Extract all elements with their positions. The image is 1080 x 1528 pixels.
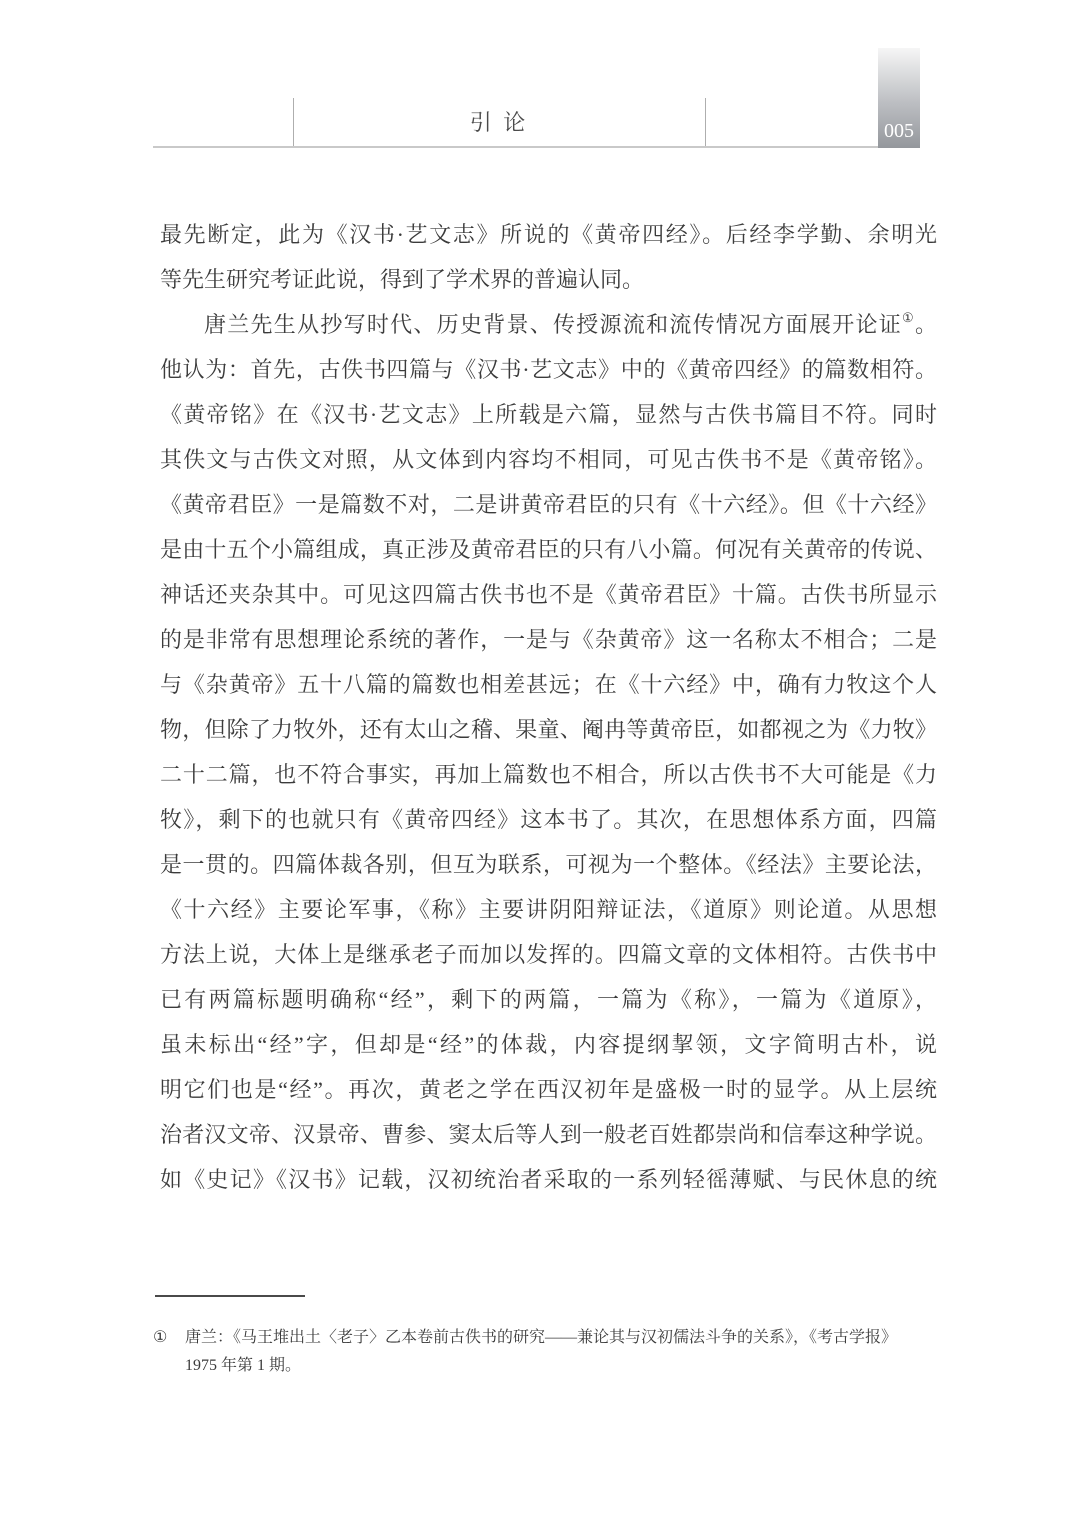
body-text-line: 如《史记》《汉书》记载，汉初统治者采取的一系列轻徭薄赋、与民休息的统 — [160, 1167, 937, 1192]
body-text-line: 《黄帝铭》在《汉书·艺文志》上所载是六篇，显然与古佚书篇目不符。同时 — [160, 402, 937, 427]
body-text-line: 牧》，剩下的也就只有《黄帝四经》这本书了。其次，在思想体系方面，四篇 — [160, 807, 937, 832]
body-text-line: 明它们也是“经”。再次，黄老之学在西汉初年是盛极一时的显学。从上层统 — [160, 1077, 937, 1102]
body-text-line: 等先生研究考证此说，得到了学术界的普遍认同。 — [160, 267, 645, 292]
footnote-text — [185, 1324, 937, 1380]
body-text-line: 是由十五个小篇组成，真正涉及黄帝君臣的只有八小篇。何况有关黄帝的传说、 — [160, 537, 937, 562]
page-number: 005 — [884, 120, 914, 142]
footnote-separator-rule — [155, 1295, 305, 1297]
body-text-line: 的是非常有思想理论系统的著作，一是与《杂黄帝》这一名称太不相合；二是 — [160, 627, 937, 652]
body-text-line: 方法上说，大体上是继承老子而加以发挥的。四篇文章的文体相符。古佚书中 — [160, 942, 937, 967]
body-text-line: 已有两篇标题明确称“经”，剩下的两篇，一篇为《称》，一篇为《道原》， — [160, 987, 937, 1012]
body-text-line: 《十六经》主要论军事，《称》主要讲阴阳辩证法，《道原》则论道。从思想 — [160, 897, 937, 922]
body-text-line: 《黄帝君臣》一是篇数不对，二是讲黄帝君臣的只有《十六经》。但《十六经》 — [160, 492, 937, 517]
header-tick-right — [705, 98, 706, 148]
body-text-block — [160, 212, 937, 1202]
body-text-line: 神话还夹杂其中。可见这四篇古佚书也不是《黄帝君臣》十篇。古佚书所显示 — [160, 582, 937, 607]
body-text-line: 二十二篇，也不符合事实，再加上篇数也不相合，所以古佚书不大可能是《力 — [160, 762, 937, 787]
body-text-line: 治者汉文帝、汉景帝、曹参、窦太后等人到一般老百姓都崇尚和信奉这种学说。 — [160, 1122, 937, 1147]
body-text-line: 是一贯的。四篇体裁各别，但互为联系，可视为一个整体。《经法》主要论法， — [160, 852, 937, 877]
footnote-marker: ① — [153, 1329, 168, 1346]
page-number-box — [878, 48, 920, 148]
body-text-line: 与《杂黄帝》五十八篇的篇数也相差甚远；在《十六经》中，确有力牧这个人 — [160, 672, 937, 697]
header-rule — [153, 146, 878, 148]
body-text-line: 物，但除了力牧外，还有太山之稽、果童、阉冉等黄帝臣，如都视之为《力牧》 — [160, 717, 937, 742]
body-text-line: 唐兰先生从抄写时代、历史背景、传授源流和流传情况方面展开论证①。 — [204, 310, 937, 337]
running-head-title: 引 论 — [469, 110, 529, 135]
body-text-line: 其佚文与古佚文对照，从文体到内容均不相同，可见古佚书不是《黄帝铭》。 — [160, 447, 937, 472]
footnote-item — [153, 1324, 937, 1380]
footnote-line: 唐兰：《马王堆出土〈老子〉乙本卷前古佚书的研究——兼论其与汉初儒法斗争的关系》，《考古学报》 — [185, 1329, 898, 1346]
body-text-line: 他认为：首先，古佚书四篇与《汉书·艺文志》中的《黄帝四经》的篇数相符。 — [160, 357, 937, 382]
footnote-line: 1975 年第 1 期。 — [185, 1357, 302, 1374]
body-text-line: 虽未标出“经”字，但却是“经”的体裁，内容提纲挈领，文字简明古朴，说 — [160, 1032, 937, 1057]
body-text-line: 最先断定，此为《汉书·艺文志》所说的《黄帝四经》。后经李学勤、余明光 — [160, 222, 937, 247]
footnote-ref-marker: ① — [902, 310, 915, 325]
